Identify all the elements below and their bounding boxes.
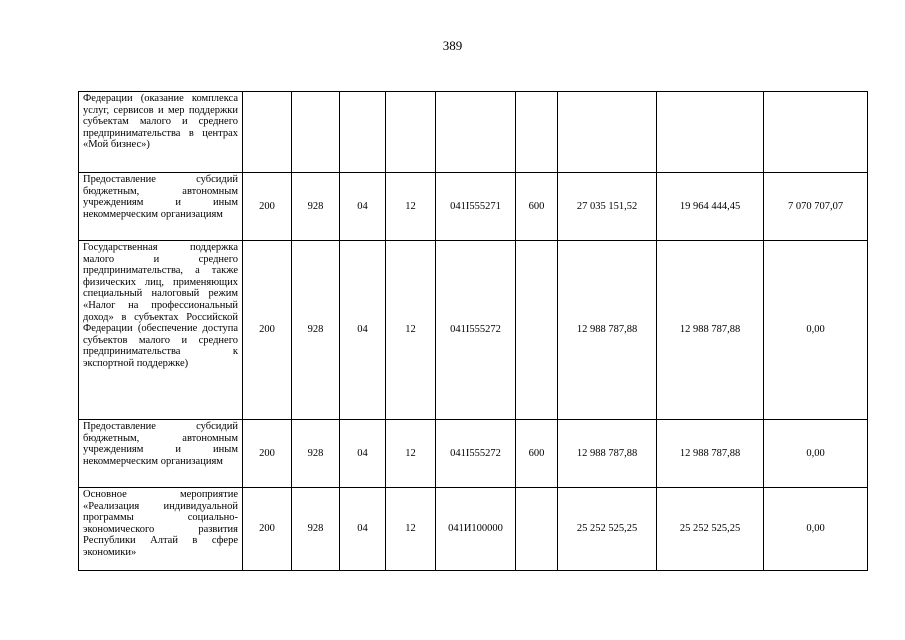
row-description: Предоставление субсидий бюджетным, автономным учреждениям и иным некоммерческим организациям — [79, 173, 243, 241]
cell-amount-2: 19 964 444,45 — [657, 173, 764, 241]
cell-c2 — [292, 92, 340, 173]
cell-target-code: 041I555272 — [436, 420, 516, 488]
cell-target-code: 041И100000 — [436, 488, 516, 571]
cell-amount-1: 25 252 525,25 — [558, 488, 657, 571]
cell-amount-3: 0,00 — [764, 420, 868, 488]
cell-c2: 928 — [292, 420, 340, 488]
cell-target-code — [436, 92, 516, 173]
cell-amount-2: 12 988 787,88 — [657, 241, 764, 420]
cell-c3 — [340, 92, 386, 173]
cell-c4: 12 — [386, 173, 436, 241]
cell-c2: 928 — [292, 488, 340, 571]
cell-c1 — [243, 92, 292, 173]
row-description: Основное мероприятие «Реализация индивидуальной программы социально-экономического развития Республики Алтай в сфере экономики» — [79, 488, 243, 571]
row-description: Государственная поддержка малого и среднего предпринимательства, а также физических лиц, применяющих специальный налоговый режим «Налог на профессиональный доход» в субъектах Российской Федерации (обеспечение доступа субъектов малого и среднего предпринимательства к экспортной поддержке) — [79, 241, 243, 420]
table-row — [79, 92, 868, 173]
cell-amount-1: 27 035 151,52 — [558, 173, 657, 241]
cell-amount-1 — [558, 92, 657, 173]
cell-c3: 04 — [340, 241, 386, 420]
row-description: Предоставление субсидий бюджетным, автономным учреждениям и иным некоммерческим организациям — [79, 420, 243, 488]
cell-c1: 200 — [243, 173, 292, 241]
page-number: 389 — [442, 38, 463, 53]
row-description: Федерации (оказание комплекса услуг, сервисов и мер поддержки субъектам малого и среднего предпринимательства в центрах «Мой бизнес») — [79, 92, 243, 173]
cell-amount-2: 25 252 525,25 — [657, 488, 764, 571]
cell-c3: 04 — [340, 420, 386, 488]
cell-c1: 200 — [243, 488, 292, 571]
cell-c1: 200 — [243, 241, 292, 420]
table-row — [79, 241, 868, 420]
cell-expense-type: 600 — [516, 420, 558, 488]
cell-expense-type — [516, 92, 558, 173]
cell-target-code: 041I555272 — [436, 241, 516, 420]
cell-c4 — [386, 92, 436, 173]
cell-c1: 200 — [243, 420, 292, 488]
cell-amount-2: 12 988 787,88 — [657, 420, 764, 488]
cell-c2: 928 — [292, 173, 340, 241]
cell-amount-3: 0,00 — [764, 488, 868, 571]
cell-c4: 12 — [386, 420, 436, 488]
cell-amount-3: 7 070 707,07 — [764, 173, 868, 241]
cell-amount-2 — [657, 92, 764, 173]
table-row — [79, 420, 868, 488]
cell-c4: 12 — [386, 241, 436, 420]
budget-table — [78, 91, 868, 571]
cell-amount-1: 12 988 787,88 — [558, 420, 657, 488]
cell-c3: 04 — [340, 173, 386, 241]
cell-target-code: 041I555271 — [436, 173, 516, 241]
cell-amount-3: 0,00 — [764, 241, 868, 420]
table-row — [79, 173, 868, 241]
cell-amount-1: 12 988 787,88 — [558, 241, 657, 420]
cell-expense-type — [516, 488, 558, 571]
cell-expense-type: 600 — [516, 173, 558, 241]
cell-amount-3 — [764, 92, 868, 173]
cell-c2: 928 — [292, 241, 340, 420]
cell-c4: 12 — [386, 488, 436, 571]
table-row — [79, 488, 868, 571]
cell-expense-type — [516, 241, 558, 420]
cell-c3: 04 — [340, 488, 386, 571]
